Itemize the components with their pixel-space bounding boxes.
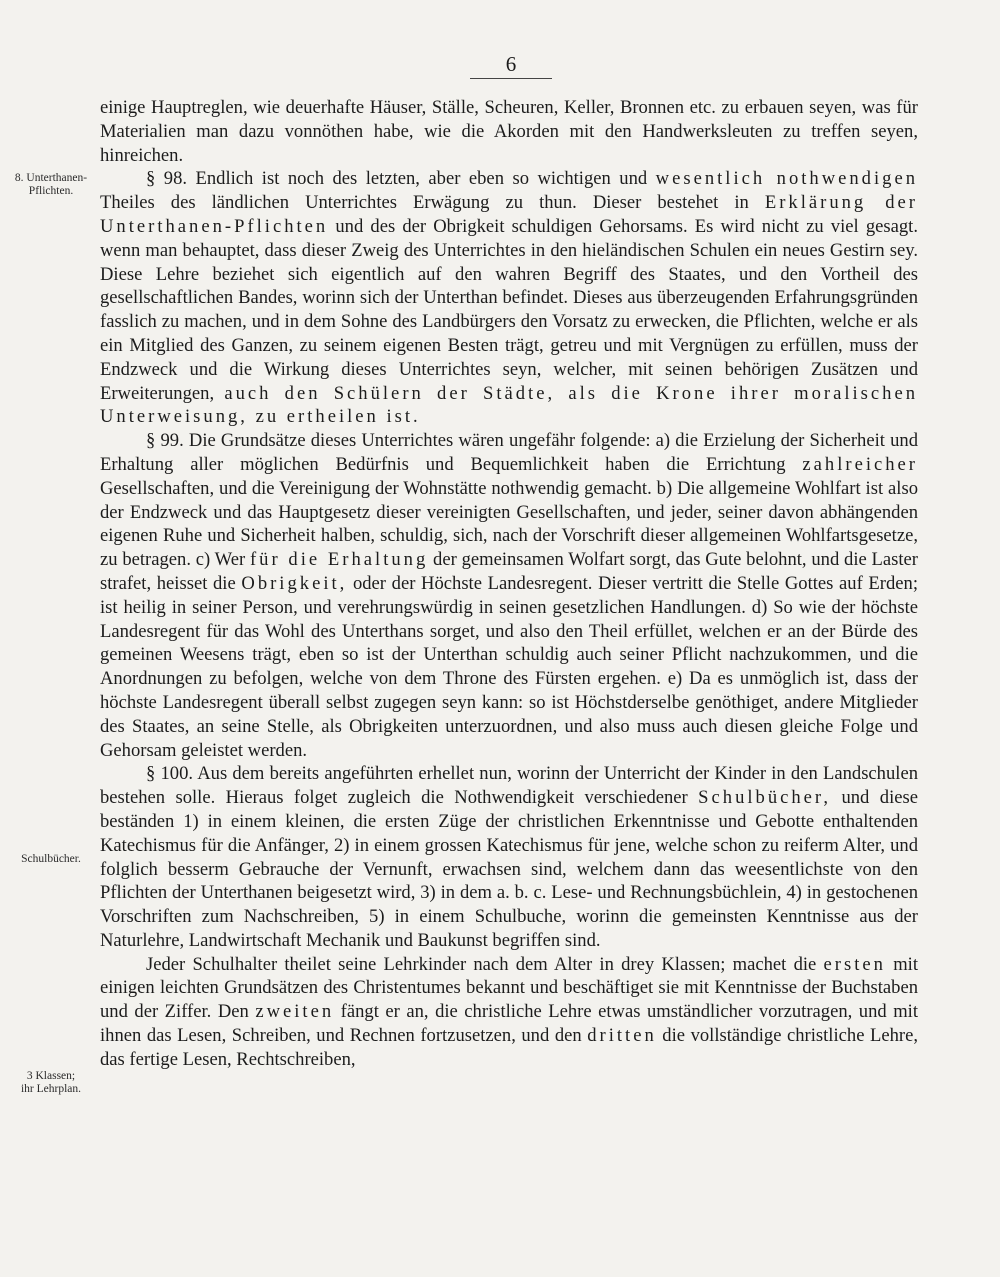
margin-note-line: Pflichten. (28, 185, 74, 197)
spaced-emphasis: ersten (823, 953, 886, 975)
spaced-emphasis: Obrigkeit, (241, 572, 348, 594)
text-run: Theiles des ländlichen Unterrichtes Erwägung zu thun. Dieser bestehet in (100, 192, 765, 214)
paragraph-100 (100, 762, 918, 952)
spaced-emphasis: für die Erhaltung (249, 549, 429, 571)
spaced-emphasis: zahlreicher (802, 453, 918, 475)
spaced-emphasis: Erklärung der Unterthanen-Pflichten (100, 192, 918, 237)
paragraph-98 (100, 167, 918, 429)
paragraph-99 (100, 429, 918, 762)
margin-note-line: 3 Klassen; (26, 1070, 76, 1082)
text-run: Gesellschaften, und die Vereinigung der Wohnstätte nothwendig gemacht. b) Die allgemeine Wohlfart ist also der Endzweck und das Hauptgesetz dieser vereinigten Gesellschaften, und jeder, seiner davon abhängenden eigenen Ruhe und Sicherheit halben, schuldig, sich, nach der Vorschrift dieser allgemeinen Wohlfartsgesetze, zu betragen. c) Wer (100, 477, 918, 571)
text-run: mit einigen leichten Grundsätzen des Christentumes bekannt und beschäftiget sie mit Kenntnisse der Buchstaben und der Ziffer. Den (100, 953, 918, 1023)
text-run: § 100. Aus dem bereits angeführten erhellet nun, worinn der Unterricht der Kinder in den Landschulen bestehen solle. Hieraus folget zugleich die Nothwendigkeit verschiedener (100, 763, 918, 809)
paragraph-intro: einige Hauptreglen, wie deuerhafte Häuser, Ställe, Scheuren, Keller, Bronnen etc. zu erbauen seyen, was für Materialien man dazu vonnöthen habe, wie die Akorden mit den Handwerksleuten zu treffen seyen, hinreichen. (100, 97, 918, 166)
text-run: die vollständige christliche Lehre, das fertige Lesen, Rechtschreiben, (100, 1025, 918, 1070)
paragraph-klassen (100, 953, 918, 1072)
margin-note-klassen (6, 1070, 96, 1096)
text-run: § 98. Endlich ist noch des letzten, aber eben so wichtigen und (146, 168, 656, 190)
spaced-emphasis: zweiten (255, 1001, 335, 1023)
spaced-emphasis: wesentlich nothwendigen (655, 168, 918, 190)
margin-note-line: 8. Unterthanen- (14, 172, 88, 184)
spaced-emphasis: auch den Schülern der Städte, als die Krone ihrer moralischen Unterweisung, zu ertheilen ist. (100, 382, 918, 428)
spaced-emphasis: dritten (587, 1025, 657, 1047)
text-run: und diese beständen 1) in einem kleinen, die ersten Züge der christlichen Erkenntnisse und Gebotte enthaltenden Katechismus für die Anfänger, 2) in einem grossen Katechismus für jene, welche schon zu reiferm Alter, und folglich besserm Gebrauche der Vernunft, erwachsen sind, welchem dann das weesentlichste von den Pflichten der Unterthanen beigesetzt wird, 3) in dem a. b. c. Lese- und Rechnungsbüchlein, 4) in gestochenen Vorschriften zum Nachschreiben, 5) in einem Schulbuche, worinn die gemeinsten Kenntnisse aus der Naturlehre, Landwirtschaft Mechanik und Baukunst begriffen sind. (100, 787, 918, 951)
margin-note-line: ihr Lehrplan. (20, 1083, 82, 1095)
text-run: und des der Obrigkeit schuldigen Gehorsams. Es wird nicht zu viel gesagt. wenn man behauptet, dass dieser Zweig des Unterrichtes in den hieländischen Schulen ein neues Gestirn sey. Diese Lehre beziehet sich eigentlich auf den wahren Begriff des Staates, und den Vortheil des gesellschaftlichen Bandes, worinn sich der Unterthan befindet. Dieses aus überzeugenden Erfahrungsgründen fasslich zu machen, und in dem Sohne des Landbürgers den Vorsatz zu erwecken, die Pflichten, welche er als ein Mitglied des Ganzen, zu seinem eigenen Besten trägt, getreu und mit Vergnügen zu erfüllen, muss der Endzweck und die Wirkung dieses Unterrichtes seyn, welcher, mit seinen behörigen Zusätzen und Erweiterungen, (100, 215, 918, 404)
text-run: § 99. Die Grundsätze dieses Unterrichtes wären ungefähr folgende: a) die Erzielung der Sicherheit und Erhaltung aller möglichen Bedürfnis und Bequemlichkeit haben die Errichtung (100, 430, 918, 475)
margin-note-unterthanen (6, 172, 96, 198)
text-run: fängt er an, die christliche Lehre etwas umständlicher vorzutragen, und mit ihnen das Lesen, Schreiben, und Rechnen fortzusetzen, und den (100, 1001, 918, 1047)
text-run: oder der Höchste Landesregent. Dieser vertritt die Stelle Gottes auf Erden; ist heilig in seiner Person, und verehrungswürdig in seinen gesetzlichen Handlungen. d) So wie der höchste Landesregent für das Wohl des Unterthans sorget, und also den Theil erfüllet, welchen er an der Bürde des gemeinen Weesens trägt, eben so ist der Unterthan schuldig auch seiner Pflicht nachzukommen, und die Anordnungen zu befolgen, welche von dem Throne des Fürsten ergehen. e) Da es unmöglich ist, dass der höchste Landesregent überall selbst zugegen seyn kann: so ist Höchstderselbe genöthiget, andere Mitglieder des Staates, an seine Stelle, als Obrigkeiten unterzuordnen, und also muss auch diesen gleiche Folge und Gehorsam geleistet werden. (100, 572, 918, 761)
spaced-emphasis: Schulbücher, (698, 787, 832, 809)
margin-note-schulbuecher: Schulbücher. (21, 853, 81, 865)
body-text (100, 96, 918, 1072)
page-number: 6 (470, 52, 552, 79)
text-run: Jeder Schulhalter theilet seine Lehrkinder nach dem Alter in drey Klassen; machet die (146, 953, 824, 975)
text-run: der gemeinsamen Wolfart sorgt, das Gute belohnt, und die Laster strafet, heisset die (100, 549, 919, 594)
